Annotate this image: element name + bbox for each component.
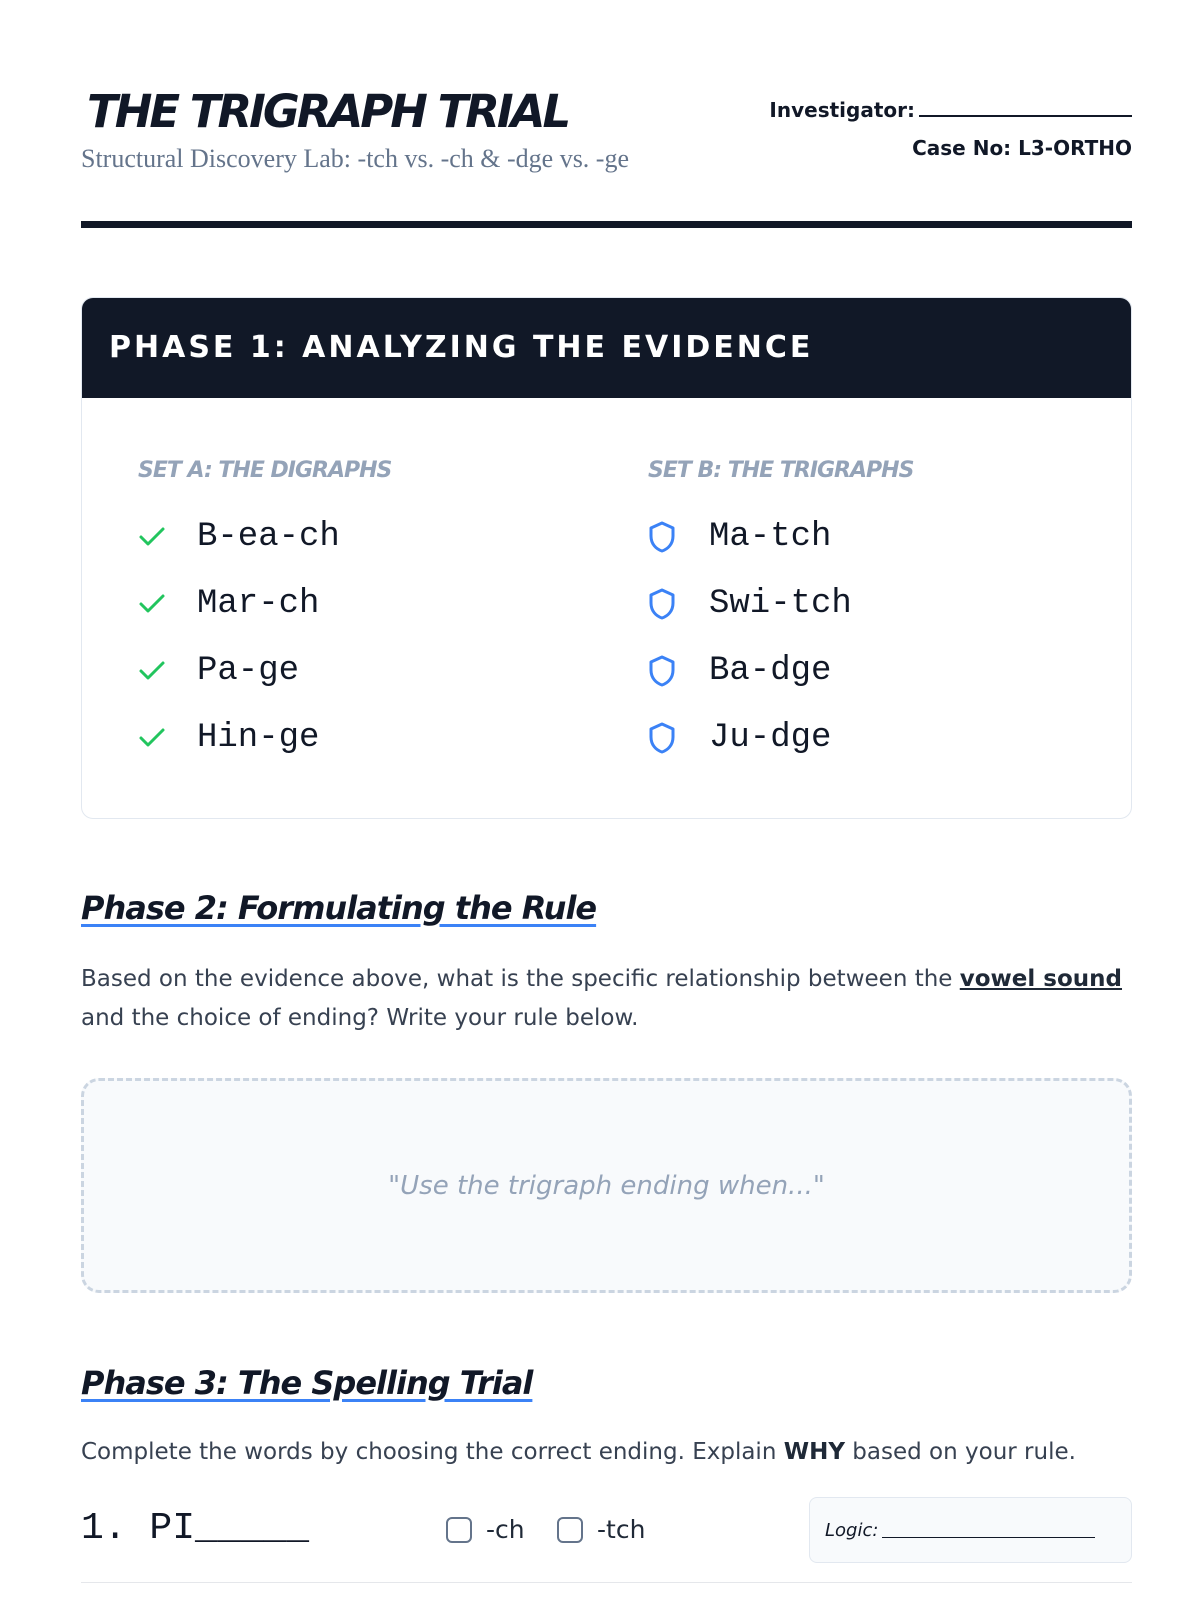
option-ch[interactable] [446,1515,525,1544]
set-b-list [648,503,1068,771]
shield-icon [648,651,688,691]
phase2-text-before: Based on the evidence above, what is the specific relationship between the [81,966,960,992]
checkbox-tch[interactable] [557,1517,583,1543]
option-tch[interactable] [557,1515,645,1544]
evidence-word: Ju-dge [709,718,832,757]
worksheet-header [81,82,1132,228]
phase2-heading: Phase 2: Formulating the Rule [81,889,597,927]
option-ch-label: -ch [486,1515,525,1544]
check-icon [138,718,178,758]
logic-blank[interactable] [882,1522,1095,1538]
rule-input-box[interactable] [81,1078,1132,1293]
set-a-title: SET A: THE DIGRAPHS [138,458,392,483]
phase3-text-before: Complete the words by choosing the correct ending. Explain [81,1439,784,1465]
header-meta [769,96,1132,172]
logic-field[interactable] [809,1497,1132,1563]
phase2-text-bold: vowel sound [959,966,1123,992]
investigator-label: Investigator: [769,98,915,122]
evidence-word: Pa-ge [197,651,300,690]
set-b-column [648,456,1068,771]
phase1-heading: PHASE 1: ANALYZING THE EVIDENCE [82,298,1131,398]
investigator-field[interactable] [769,96,1132,134]
shield-icon [648,584,688,624]
investigator-blank[interactable] [919,97,1132,117]
check-icon [138,651,178,691]
evidence-word: Ma-tch [709,517,832,556]
phase3-heading: Phase 3: The Spelling Trial [81,1364,533,1402]
checkbox-ch[interactable] [446,1517,472,1543]
list-item [138,503,558,570]
set-a-list [138,503,558,771]
rule-placeholder: "Use the trigraph ending when..." [388,1170,825,1201]
list-item [138,637,558,704]
set-a-column [138,456,558,771]
phase1-evidence-card [81,297,1132,819]
list-item [138,704,558,771]
page-subtitle: Structural Discovery Lab: -tch vs. -ch & -dge vs. -ge [81,144,630,173]
shield-icon [648,718,688,758]
phase2-text-after: and the choice of ending? Write your rule below. [81,1005,639,1031]
logic-label: Logic: [825,1519,879,1541]
case-number: Case No: L3-ORTHO [912,136,1132,160]
phase2-instructions [81,960,1141,1038]
evidence-word: B-ea-ch [197,517,340,556]
list-item [648,637,1068,704]
evidence-word: Swi-tch [709,584,852,623]
phase3-text-after: based on your rule. [845,1439,1076,1465]
evidence-word: Ba-dge [709,651,832,690]
list-item [648,503,1068,570]
row-divider [81,1582,1132,1583]
list-item [138,570,558,637]
option-tch-label: -tch [597,1515,646,1544]
check-icon [138,517,178,557]
trial-item [81,1497,1132,1583]
shield-icon [648,517,688,557]
list-item [648,570,1068,637]
header-divider [81,221,1132,228]
phase3-text-bold: WHY [783,1439,845,1465]
trial-word: 1. PI_____ [81,1507,310,1550]
check-icon [138,584,178,624]
evidence-word: Hin-ge [197,718,320,757]
evidence-word: Mar-ch [197,584,320,623]
page-title: THE TRIGRAPH TRIAL [87,85,569,138]
list-item [648,704,1068,771]
set-b-title: SET B: THE TRIGRAPHS [648,458,914,483]
phase3-instructions [81,1433,1141,1472]
